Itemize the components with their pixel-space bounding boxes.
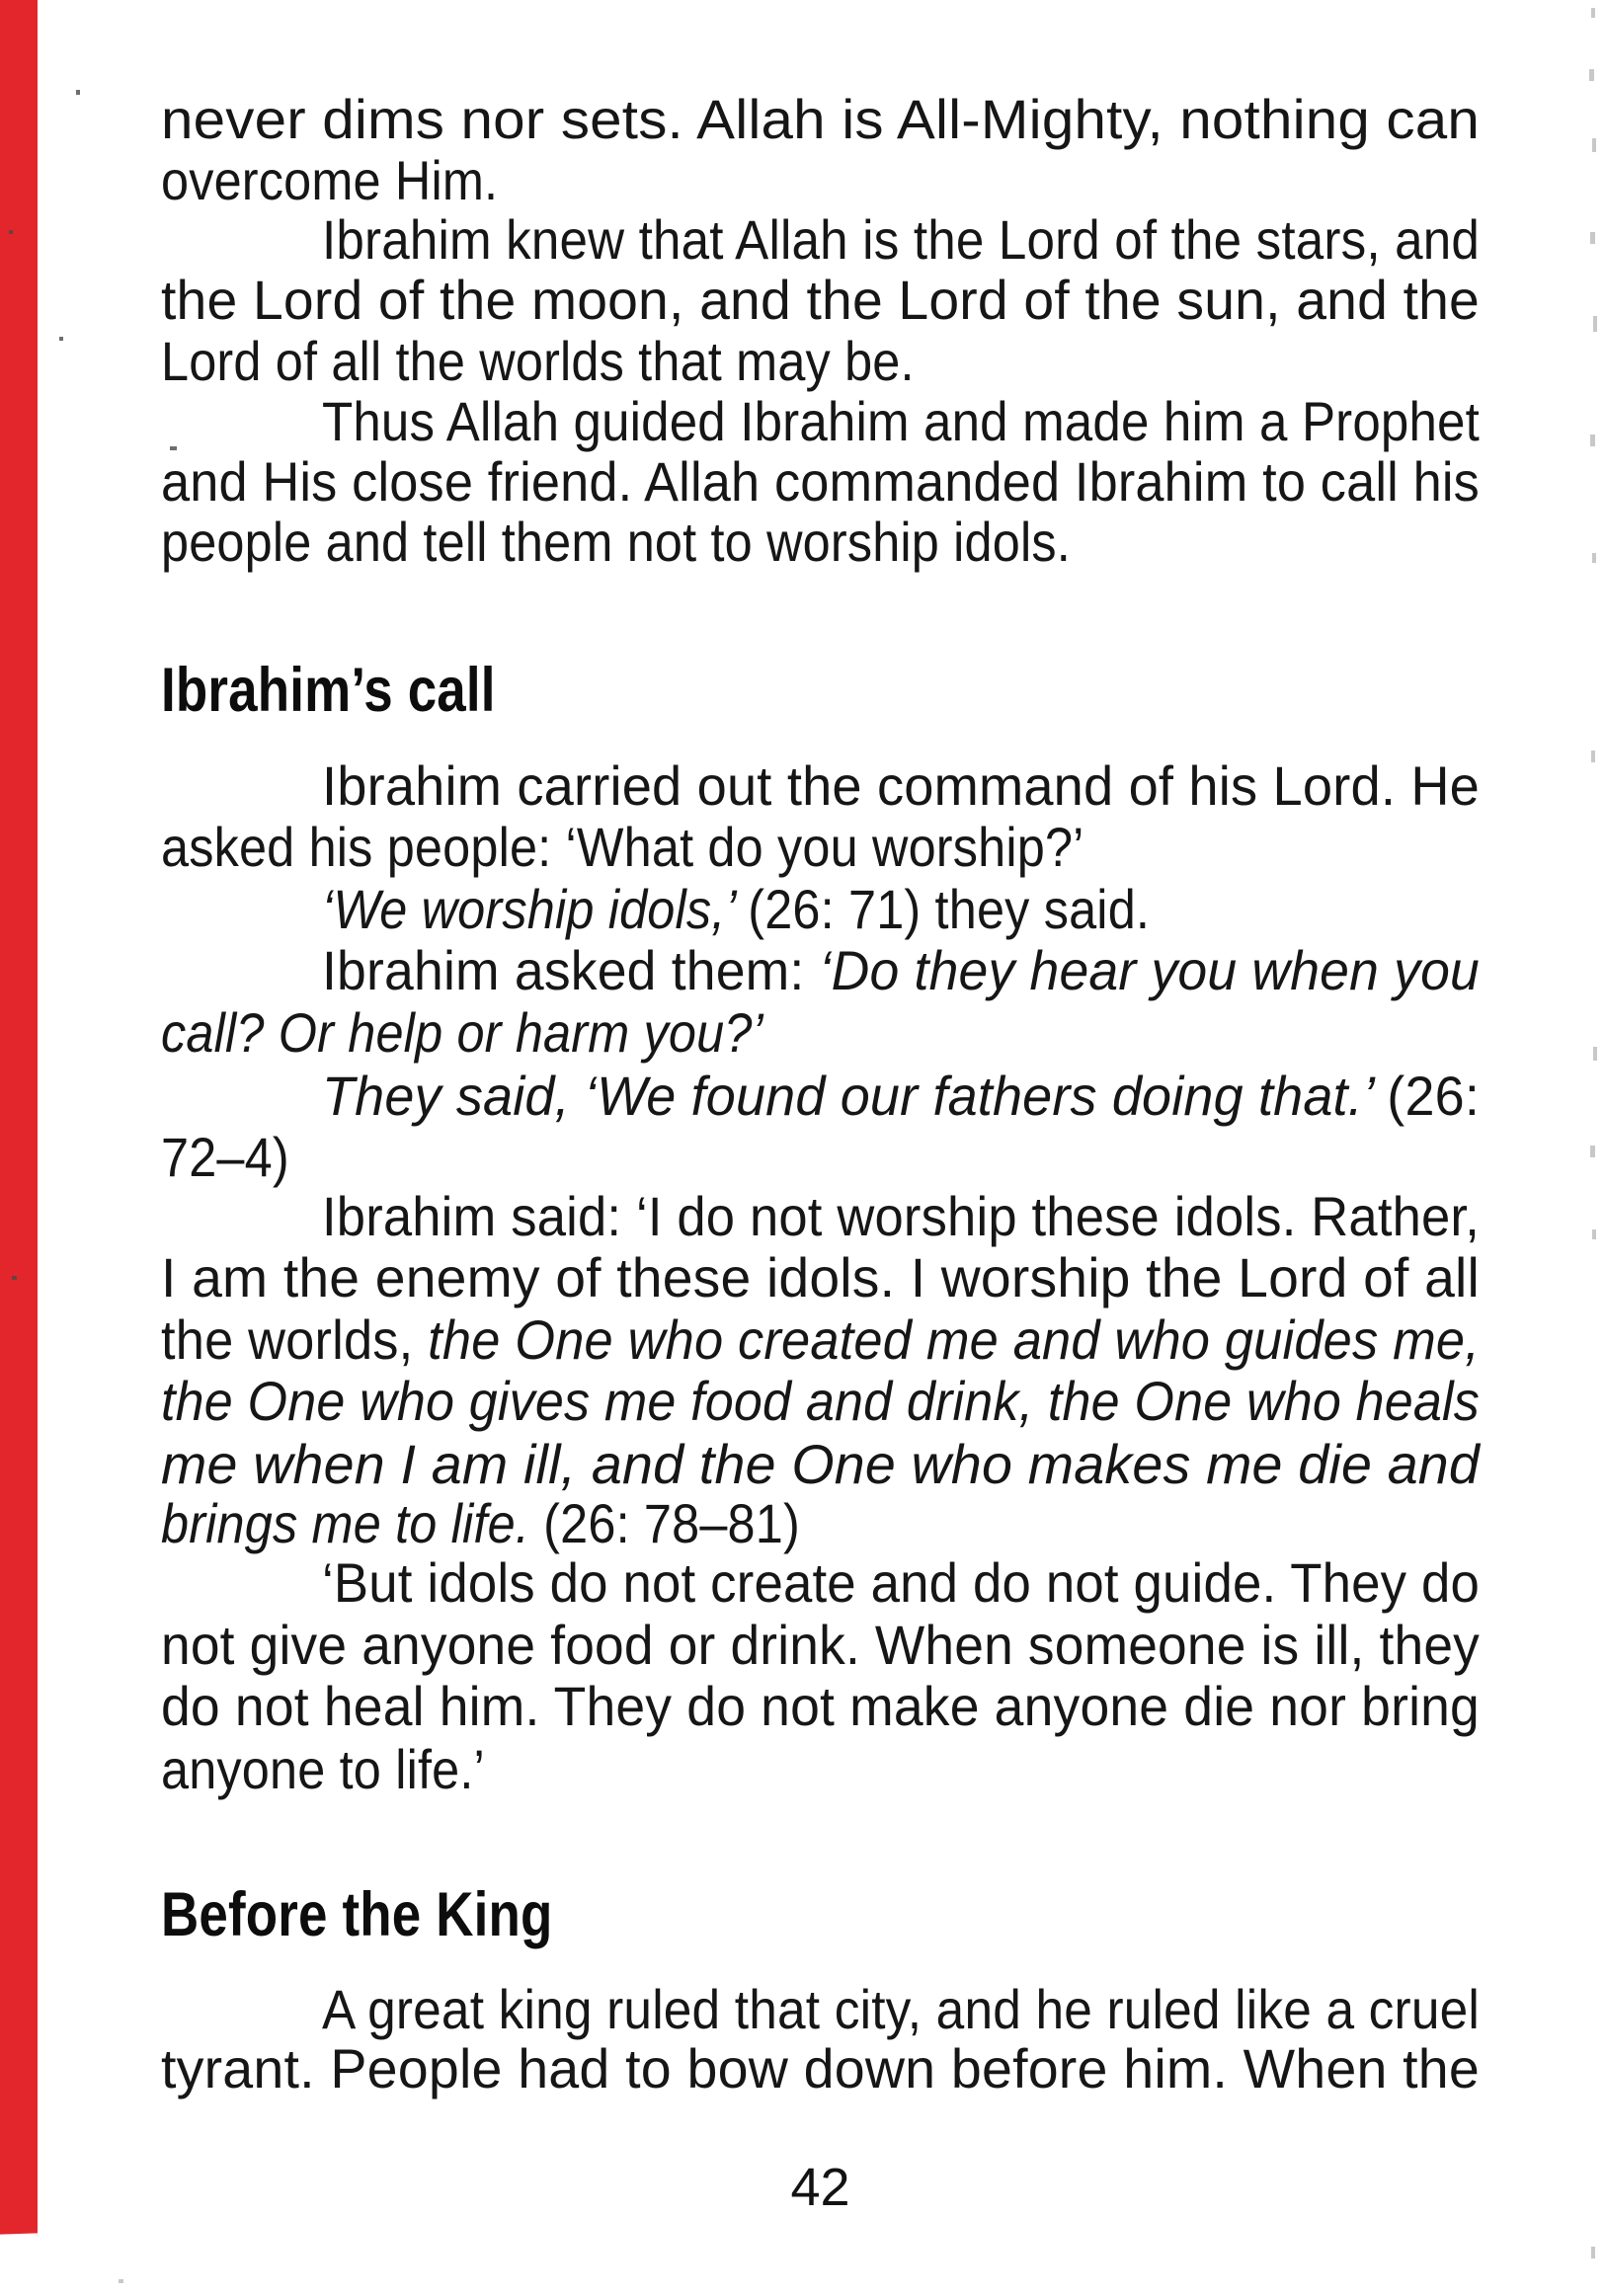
text-line: not give anyone food or drink. When someone is ill, they [161,1614,1480,1676]
text-line: the One who gives me food and drink, the One who heals [161,1370,1480,1432]
section-heading: Before the King [161,1880,553,1949]
speck [12,1276,17,1280]
text-line: I am the enemy of these idols. I worship the Lord of all [161,1246,1480,1308]
speck [1593,316,1597,332]
speck [1590,232,1595,244]
text-line: people and tell them not to worship idols. [161,511,1071,573]
text-line: A great king ruled that city, and he ruled like a cruel [322,1978,1480,2040]
text-line: Thus Allah guided Ibrahim and made him a Prophet [322,390,1480,452]
text-line: anyone to life.’ [161,1738,485,1800]
text-line: asked his people: ‘What do you worship?’ [161,816,1084,878]
speck [1592,138,1596,152]
text-line: and His close friend. Allah commanded Ibrahim to call his [161,450,1480,513]
speck [1592,1229,1596,1239]
text-line: Lord of all the worlds that may be. [161,330,915,392]
text-column [161,0,1480,2296]
text-line: They said, ‘We found our fathers doing that.’ (26: [322,1065,1480,1127]
speck [9,230,13,234]
text-line: the worlds, the One who created me and who guides me, [161,1308,1481,1371]
page-number: 42 [790,2158,850,2217]
text-line: do not heal him. They do not make anyone die nor bring [161,1675,1480,1737]
book-cover-red-edge [0,0,38,2238]
speck [1590,435,1595,446]
speck [1589,69,1594,81]
text-line: brings me to life. (26: 78–81) [161,1492,800,1554]
text-line: never dims nor sets. Allah is All-Mighty, nothing can [161,88,1480,150]
text-line: Ibrahim said: ‘I do not worship these idols. Rather, [322,1185,1480,1247]
speck [76,90,80,95]
speck [59,337,63,341]
speck [1591,751,1595,762]
text-line: me when I am ill, and the One who makes me die and [161,1433,1480,1495]
text-line: Ibrahim knew that Allah is the Lord of the stars, and [322,208,1480,271]
text-line: 72–4) [161,1126,289,1188]
text-line: ‘We worship idols,’ (26: 71) they said. [322,878,1151,940]
speck [119,2279,123,2283]
text-line: Ibrahim asked them: ‘Do they hear you when you [322,939,1480,1001]
speck [1591,8,1595,18]
speck [1591,2247,1595,2258]
speck [1590,1146,1595,1157]
speck [1592,553,1596,563]
section-heading: Ibrahim’s call [161,656,496,725]
speck [1593,1047,1597,1061]
text-line: the Lord of the moon, and the Lord of the sun, and the [161,269,1480,331]
text-line: ‘But idols do not create and do not guide. They do [322,1551,1480,1614]
text-line: Ibrahim carried out the command of his Lord. He [322,754,1480,817]
speck [170,446,177,450]
text-line: tyrant. People had to bow down before him. When the [161,2037,1480,2099]
text-line: call? Or help or harm you?’ [161,1001,763,1064]
text-line: overcome Him. [161,149,499,211]
